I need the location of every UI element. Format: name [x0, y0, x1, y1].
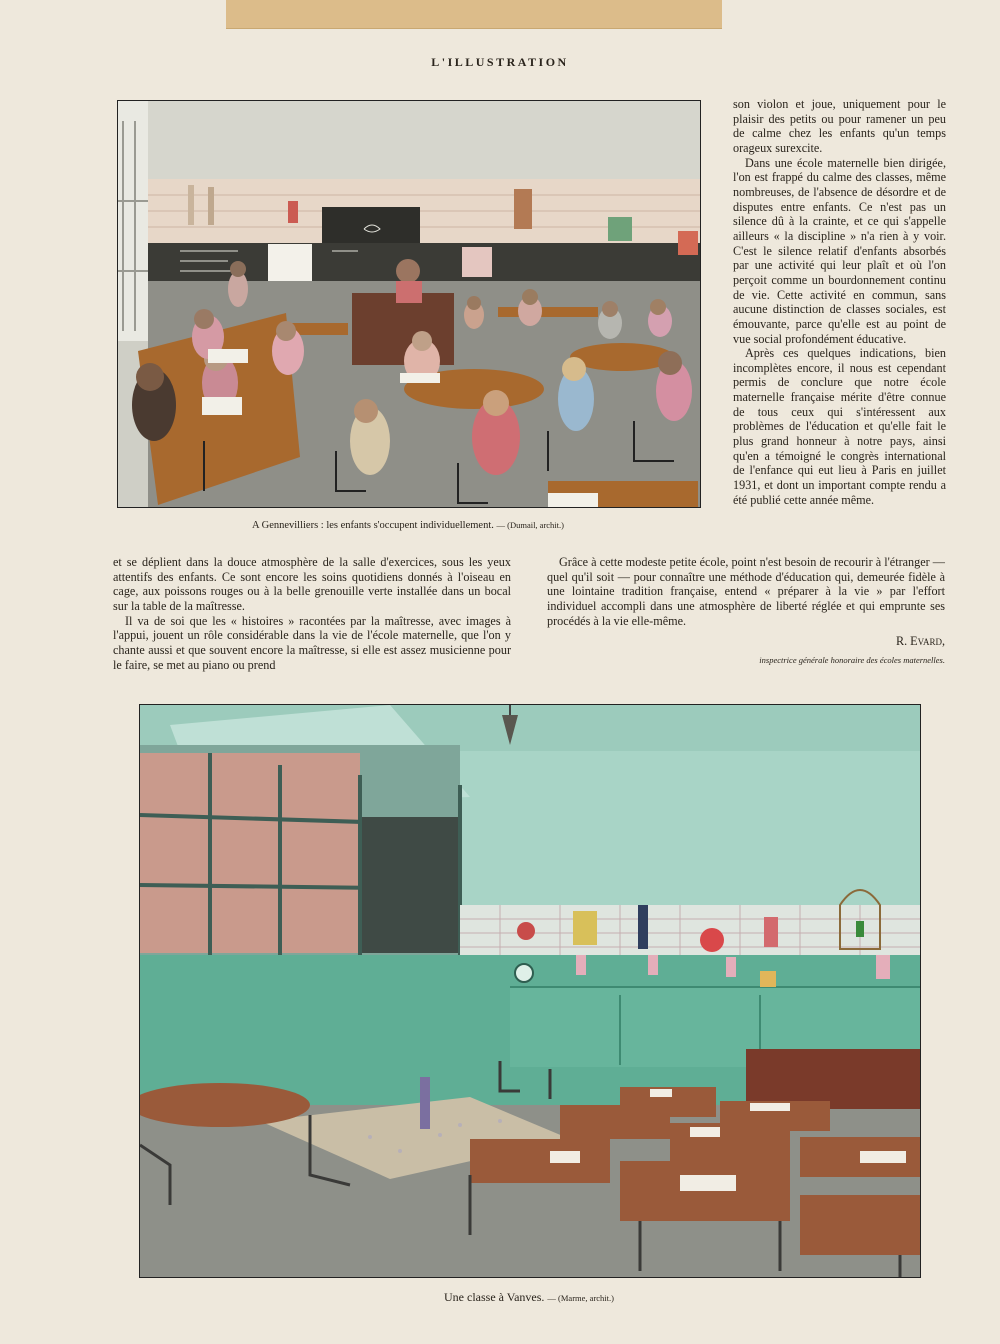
caption-text: A Gennevilliers : les enfants s'occupent individuellement.	[251, 520, 494, 531]
classroom-photo-illustration	[118, 101, 700, 507]
photo-vanves-caption	[139, 1290, 919, 1305]
article-conclusion	[547, 555, 945, 668]
author-title: inspectrice générale honoraire des écoles maternelles.	[759, 654, 945, 665]
paragraph: son violon et joue, uniquement pour le plaisir des petits ou pour ramener un peu de calme chez les enfants qu'un temps orageux surexcite.	[733, 97, 946, 155]
architect-credit: — (Marme, archit.)	[547, 1293, 614, 1303]
adhesive-tape	[226, 0, 722, 29]
photo-gennevilliers	[117, 100, 701, 508]
author-signature: R. Evard,	[895, 634, 945, 649]
masthead: L'ILLUSTRATION	[431, 55, 569, 69]
photo-vanves	[139, 704, 921, 1278]
article-left-column	[113, 555, 511, 672]
paragraph: Dans une école maternelle bien dirigée, l'on est frappé du calme des classes, même nombreuses, de l'absence de désordre et de disputes entre enfants. Ce n'est pas un silence dû à la crainte, et ce qui s'appelle ailleurs « la discipline » n'a rien à y voir. C'est le silence relatif d'enfants absorbés par une activité qui leur plaît et où l'on perçoit comme un bourdonnement continu de vie. Cette activité en commun, sans aucune distinction de classes sociales, est émouvante, parce qu'elle est au point de vue social profondément éducative.	[733, 155, 946, 346]
caption-text: Une classe à Vanves.	[444, 1290, 545, 1304]
paragraph: et se déplient dans la douce atmosphère de la salle d'exercices, sous les yeux attentifs des enfants. Ce sont encore les soins quotidiens donnés à l'oiseau en cage, aux poissons rouges ou à la belle grenouille verte installée dans un bocal sur la table de la maîtresse.	[113, 555, 511, 613]
photo-gennevilliers-caption	[117, 520, 699, 531]
architect-credit: — (Dumail, archit.)	[496, 520, 564, 530]
paragraph: Grâce à cette modeste petite école, point n'est besoin de recourir à l'étranger — quel qu'il soit — pour connaître une méthode d'éducation qui, demeurée fidèle à une lointaine tradition française, entend « préparer à la vie » par l'effort individuel accompli dans une atmosphère de liberté réglée et qui emprunte ses procédés à la vie elle-même.	[547, 555, 945, 628]
paragraph: Il va de soi que les « histoires » racontées par la maîtresse, avec images à l'appui, jouent un rôle considérable dans la vie de l'école maternelle, que l'on y chante aussi et que souvent encore la maîtresse, si elle est assez musicienne pour le faire, se met au piano ou prend	[113, 613, 511, 672]
vanves-classroom-illustration	[140, 705, 920, 1277]
article-right-column	[733, 97, 946, 507]
paragraph: Après ces quelques indications, bien incomplètes encore, il nous est cependant permis de conclure que notre école maternelle française mérite d'être connue de tous ceux qui s'intéressent aux problèmes de l'éducation et qu'elle fait le plus grand honneur à notre pays, ainsi qu'en a témoigné le congrès international de l'enfance qui eut lieu à Paris en juillet 1931, et dont un important compte rendu a été publié cette année même.	[733, 346, 946, 507]
